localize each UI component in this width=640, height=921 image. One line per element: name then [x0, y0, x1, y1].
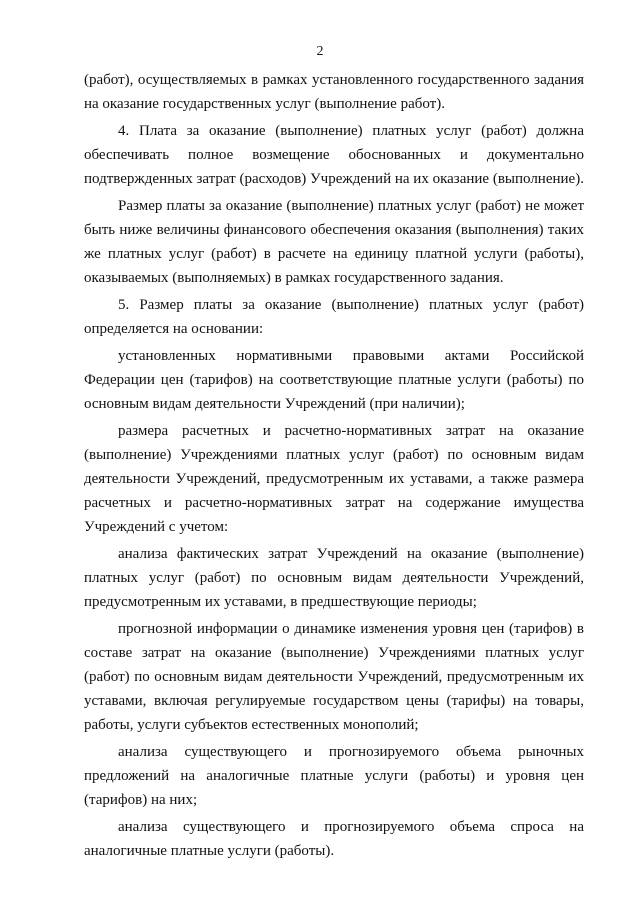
- paragraph-item-4: 4. Плата за оказание (выполнение) платных услуг (работ) должна обеспечивать полное возмещение обоснованных и документально подтвержденных затрат (расходов) Учреждений на их оказание (выполнение).: [84, 123, 584, 187]
- page-number: 2: [316, 44, 324, 59]
- paragraph-actual-costs-analysis: анализа фактических затрат Учреждений на оказание (выполнение) платных услуг (работ) по основным видам деятельности Учреждений, предусмотренным их уставами, в предшествующие периоды;: [84, 546, 584, 610]
- paragraph-item-5: 5. Размер платы за оказание (выполнение) платных услуг (работ) определяется на основании:: [84, 297, 584, 337]
- paragraph-continuation: (работ), осуществляемых в рамках установленного государственного задания на оказание государственных услуг (выполнение работ).: [84, 72, 584, 112]
- paragraph-calculated-costs: размера расчетных и расчетно-нормативных затрат на оказание (выполнение) Учреждениями платных услуг (работ) по основным видам деятельности Учреждений, предусмотренным их уставами, а также размера расчетных и расчетно-нормативных затрат на содержание имущества Учреждений с учетом:: [84, 423, 584, 535]
- paragraph-market-supply: анализа существующего и прогнозируемого объема рыночных предложений на аналогичные платные услуги (работы) и уровня цен (тарифов) на них;: [84, 744, 584, 808]
- paragraph-established-prices: установленных нормативными правовыми актами Российской Федерации цен (тарифов) на соответствующие платные услуги (работы) по основным видам деятельности Учреждений (при наличии);: [84, 348, 584, 412]
- paragraph-market-demand: анализа существующего и прогнозируемого объема спроса на аналогичные платные услуги (работы).: [84, 819, 584, 859]
- paragraph-fee-minimum: Размер платы за оказание (выполнение) платных услуг (работ) не может быть ниже величины финансового обеспечения оказания (выполнения) таких же платных услуг (работ) в расчете на единицу платной услуги (работы), оказываемых (выполняемых) в рамках государственного задания.: [84, 198, 584, 286]
- document-body: [84, 68, 584, 866]
- paragraph-price-forecast: прогнозной информации о динамике изменения уровня цен (тарифов) в составе затрат на оказание (выполнение) Учреждениями платных услуг (работ) по основным видам деятельности Учреждений, предусмотренным их уставами, включая регулируемые государством цены (тарифы) на товары, работы, услуги субъектов естественных монополий;: [84, 621, 584, 733]
